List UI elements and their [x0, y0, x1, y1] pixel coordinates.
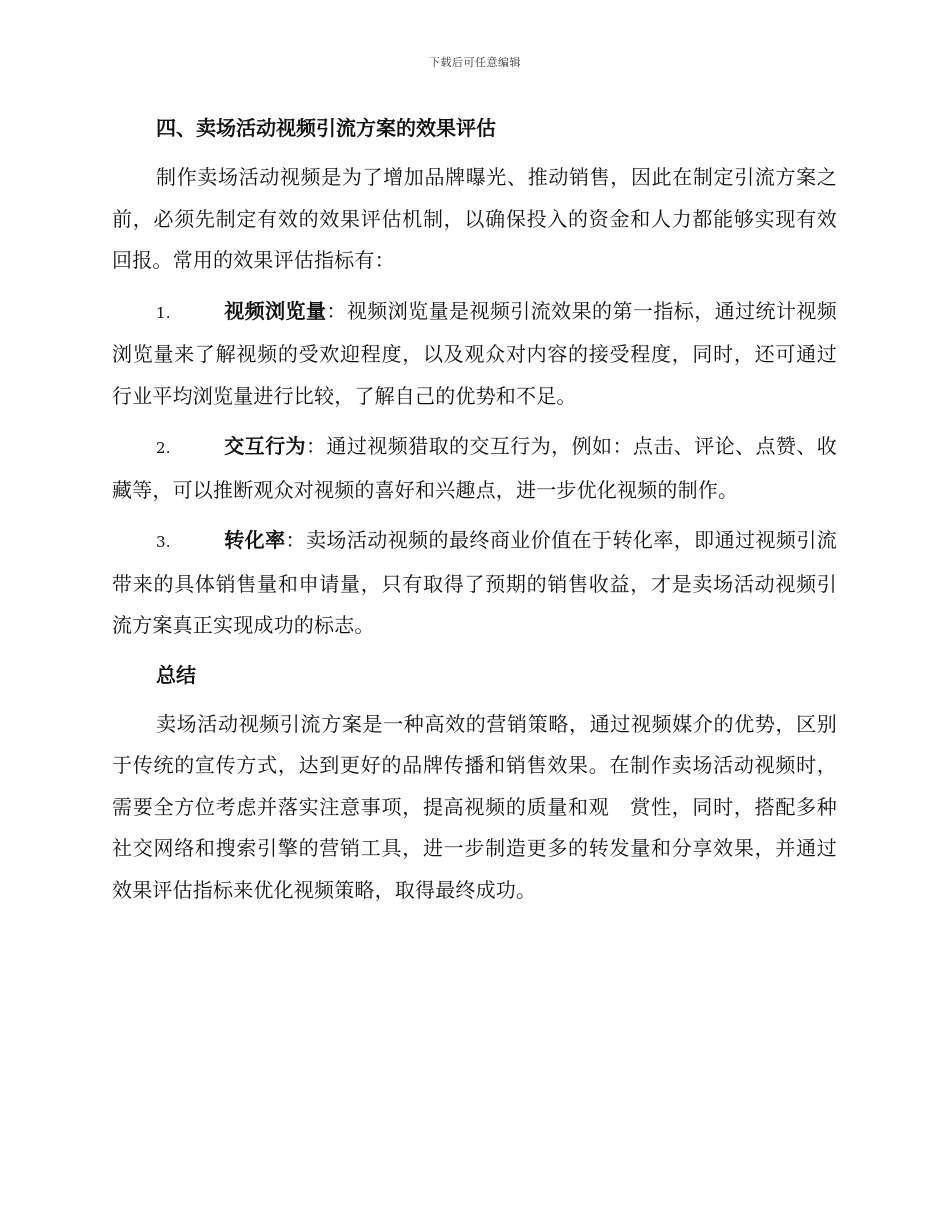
list-item-number: 3. [156, 533, 171, 551]
summary-title: 总结 [156, 662, 196, 687]
list-item-number: 1. [156, 303, 171, 322]
list-item-text: ：卖场活动视频的最终商业价值在于转化率，即通过视频引流带来的具体销售量和申请量，只有取得了预期的销售收益，才是卖场活动视频引流方案真正实现成功的标志。 [112, 528, 837, 637]
section-intro-paragraph: 制作卖场活动视频是为了增加品牌曝光、推动销售，因此在制定引流方案之前，必须先制定有效的效果评估机制，以确保投入的资金和人力都能够实现有效回报。常用的效果评估指标有： [112, 165, 837, 272]
list-item-number: 2. [156, 439, 171, 457]
list-item [112, 426, 837, 511]
document-body [112, 108, 837, 911]
list-item-term: 视频浏览量 [224, 298, 327, 323]
list-item-term: 交互行为 [224, 434, 306, 458]
summary-paragraph: 卖场活动视频引流方案是一种高效的营销策略，通过视频媒介的优势，区别于传统的宣传方式，达到更好的品牌传播和销售效果。在制作卖场活动视频时，需要全方位考虑并落实注意事项，提高视频的质量和观 赏性，同时，搭配多种社交网络和搜索引擎的营销工具，进一步制造更多的转发量和分享效果，并通过效果评估指标来优化视频策略，取得最终成功。 [112, 711, 837, 902]
list-item-term: 转化率 [224, 528, 286, 552]
section-title: 四、卖场活动视频引流方案的效果评估 [156, 116, 496, 140]
page-header-note: 下载后可任意编辑 [429, 56, 521, 69]
list-item [112, 291, 837, 418]
list-item-text: ：通过视频猎取的交互行为，例如：点击、评论、点赞、收藏等，可以推断观众对视频的喜好和兴趣点，进一步优化视频的制作。 [112, 434, 837, 502]
list-item [112, 520, 837, 647]
list-item-text: ：视频浏览量是视频引流效果的第一指标，通过统计视频浏览量来了解视频的受欢迎程度，以及观众对内容的接受程度，同时，还可通过行业平均浏览量进行比较，了解自己的优势和不足。 [112, 298, 838, 408]
